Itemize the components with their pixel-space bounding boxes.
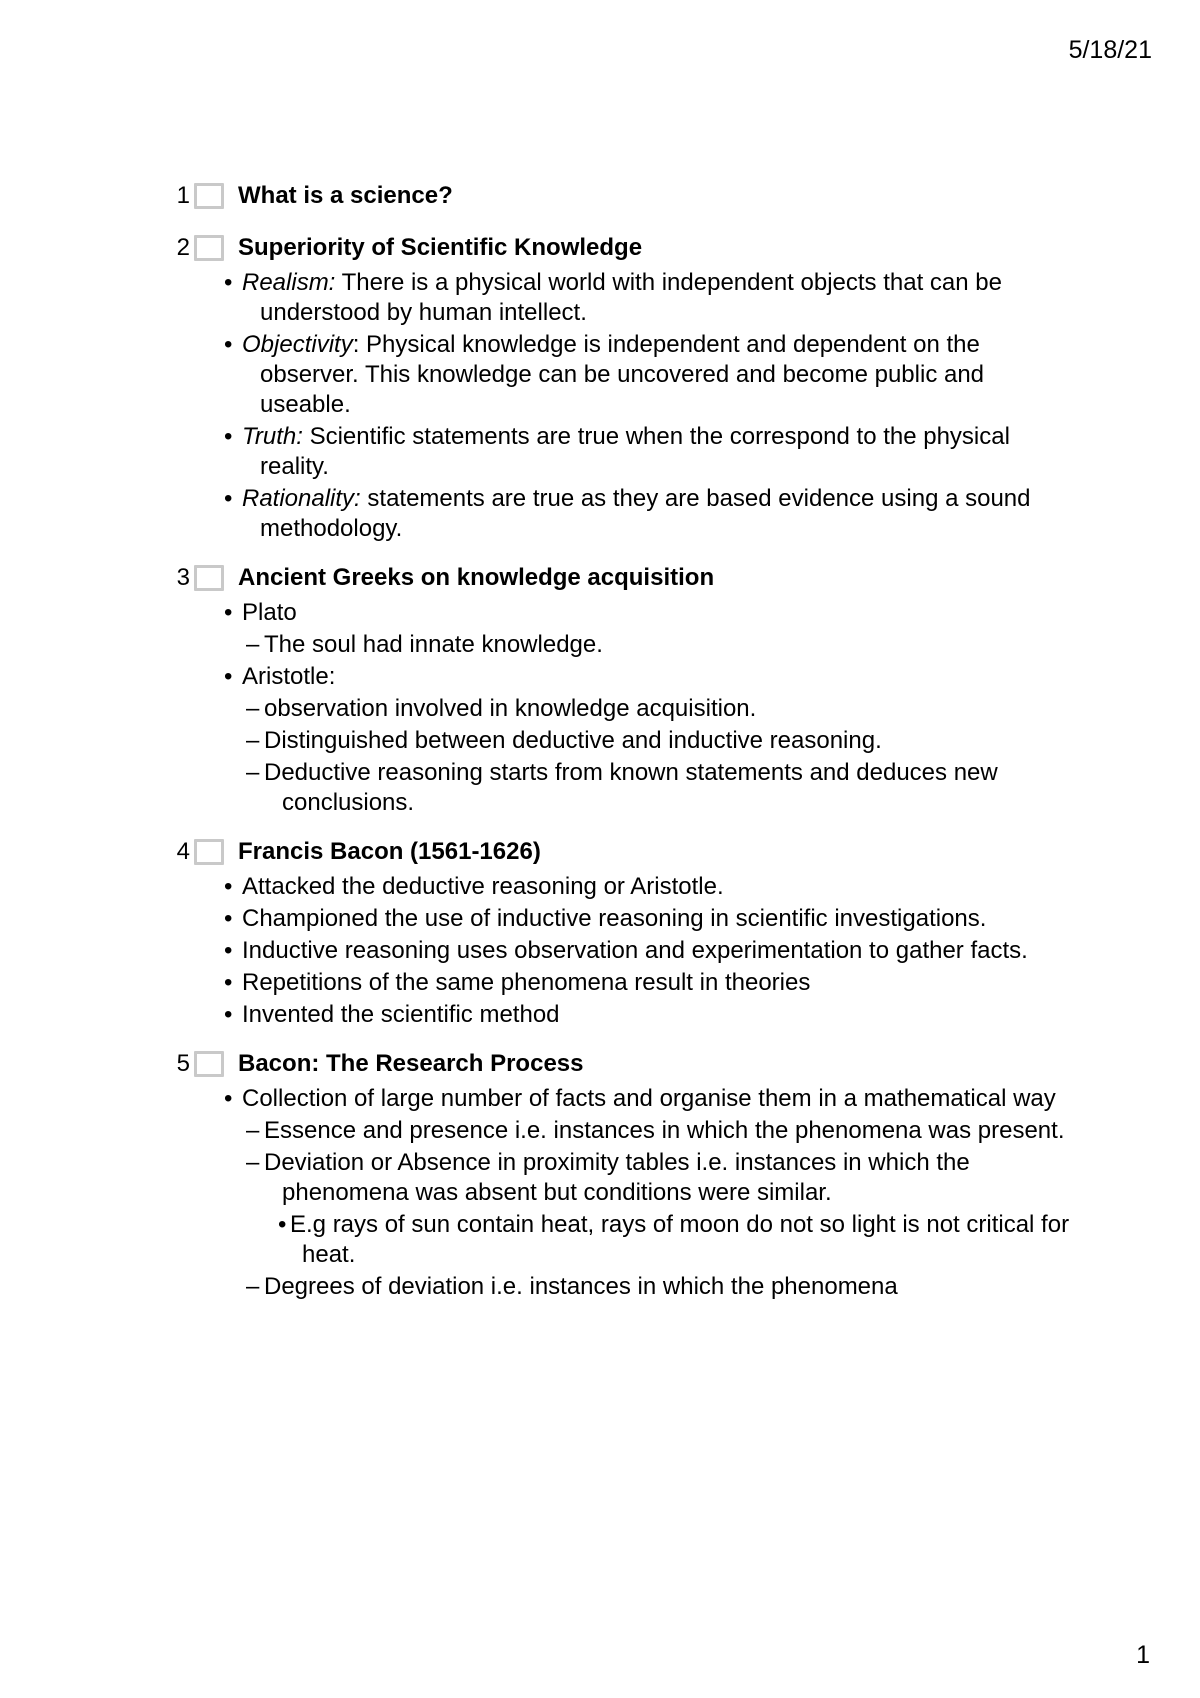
- bullet-text: Attacked the deductive reasoning or Aristotle.: [242, 873, 724, 900]
- bullet-term: Realism:: [242, 269, 336, 296]
- slide-bullet-list: [172, 598, 1072, 818]
- bullet-text: Aristotle:: [242, 663, 336, 690]
- slide-thumbnail-checkbox[interactable]: [194, 183, 224, 209]
- bullet-text: E.g rays of sun contain heat, rays of moon do not so light is not critical for heat.: [290, 1211, 1070, 1268]
- bullet-text: Invented the scientific method: [242, 1001, 560, 1028]
- slide-entry: [172, 834, 1072, 1030]
- bullet-text: The soul had innate knowledge.: [264, 631, 603, 658]
- bullet-text: Distinguished between deductive and inductive reasoning.: [264, 727, 882, 754]
- bullet-text: observation involved in knowledge acquisition.: [264, 695, 757, 722]
- bullet-item: •Plato: [224, 599, 297, 626]
- bullet-item: •Collection of large number of facts and organise them in a mathematical way: [224, 1085, 1056, 1112]
- bullet-text: Deductive reasoning starts from known statements and deduces new conclusions.: [264, 759, 998, 816]
- bullet-text: Inductive reasoning uses observation and experimentation to gather facts.: [242, 937, 1028, 964]
- slide-heading-row: [172, 834, 1072, 870]
- slide-entry: [172, 1046, 1072, 1302]
- bullet-text: There is a physical world with independent objects that can be understood by human intellect.: [260, 269, 1002, 326]
- bullet-term: Objectivity: [242, 331, 353, 358]
- slide-heading-row: [172, 1046, 1072, 1082]
- slide-thumbnail-checkbox[interactable]: [194, 1051, 224, 1077]
- bullet-item: – Deductive reasoning starts from known statements and deduces new conclusions.: [246, 759, 998, 816]
- bullet-text: Collection of large number of facts and organise them in a mathematical way: [242, 1085, 1056, 1112]
- slide-title: Ancient Greeks on knowledge acquisition: [238, 564, 715, 591]
- page-number: 1: [1136, 1641, 1150, 1669]
- slide-thumbnail-checkbox[interactable]: [194, 565, 224, 591]
- bullet-text: Repetitions of the same phenomena result in theories: [242, 969, 811, 996]
- bullet-item: •E.g rays of sun contain heat, rays of moon do not so light is not critical for heat.: [278, 1211, 1070, 1268]
- bullet-item: •Attacked the deductive reasoning or Aristotle.: [224, 873, 724, 900]
- bullet-text: Scientific statements are true when the correspond to the physical reality.: [260, 423, 1010, 480]
- slide-thumbnail-checkbox[interactable]: [194, 839, 224, 865]
- bullet-item: – Degrees of deviation i.e. instances in which the phenomena: [246, 1273, 898, 1300]
- slide-heading-row: [172, 230, 1072, 266]
- bullet-item: – Essence and presence i.e. instances in which the phenomena was present.: [246, 1117, 1065, 1144]
- bullet-text: Degrees of deviation i.e. instances in which the phenomena: [264, 1273, 898, 1300]
- bullet-item: •Aristotle:: [224, 663, 336, 690]
- bullet-item: •Realism: There is a physical world with independent objects that can be understood by human intellect.: [224, 269, 1002, 326]
- slide-number: 1: [176, 182, 190, 209]
- slide-heading-row: [172, 178, 1072, 214]
- bullet-item: •Invented the scientific method: [224, 1001, 560, 1028]
- slide-number: 5: [176, 1050, 190, 1077]
- slide-title: Bacon: The Research Process: [238, 1050, 584, 1077]
- slide-bullet-list: [172, 1084, 1072, 1302]
- bullet-item: •Rationality: statements are true as they are based evidence using a sound methodology.: [224, 485, 1031, 542]
- bullet-term: Truth:: [242, 423, 303, 450]
- bullet-item: •Inductive reasoning uses observation and experimentation to gather facts.: [224, 937, 1028, 964]
- slide-thumbnail-checkbox[interactable]: [194, 235, 224, 261]
- slide-number: 3: [176, 564, 190, 591]
- bullet-item: – The soul had innate knowledge.: [246, 631, 603, 658]
- slide-heading-row: [172, 560, 1072, 596]
- bullet-item: – Deviation or Absence in proximity tables i.e. instances in which the phenomena was absent but conditions were similar.: [246, 1149, 970, 1206]
- slide-bullet-list: [172, 268, 1072, 544]
- bullet-term: Rationality:: [242, 485, 361, 512]
- slide-title: Francis Bacon (1561-1626): [238, 838, 541, 865]
- bullet-item: •Repetitions of the same phenomena result in theories: [224, 969, 811, 996]
- slide-notes-list: [172, 178, 1072, 1318]
- bullet-item: – observation involved in knowledge acquisition.: [246, 695, 757, 722]
- bullet-text: : Physical knowledge is independent and dependent on the observer. This knowledge can be uncovered and become public and useable.: [260, 331, 985, 418]
- bullet-item: •Truth: Scientific statements are true when the correspond to the physical reality.: [224, 423, 1010, 480]
- page-date: 5/18/21: [1068, 36, 1152, 64]
- slide-number: 4: [176, 838, 190, 865]
- slide-title: Superiority of Scientific Knowledge: [238, 234, 643, 261]
- slide-entry: [172, 178, 1072, 214]
- slide-title: What is a science?: [238, 182, 453, 209]
- slide-entry: [172, 230, 1072, 544]
- bullet-text: Plato: [242, 599, 297, 626]
- bullet-text: Deviation or Absence in proximity tables i.e. instances in which the phenomena was absent but conditions were similar.: [264, 1149, 970, 1206]
- bullet-item: – Distinguished between deductive and inductive reasoning.: [246, 727, 882, 754]
- slide-bullet-list: [172, 872, 1072, 1030]
- bullet-item: •Objectivity: Physical knowledge is independent and dependent on the observer. This knowledge can be uncovered and become public and useable.: [224, 331, 985, 418]
- bullet-text: Essence and presence i.e. instances in which the phenomena was present.: [264, 1117, 1065, 1144]
- bullet-text: statements are true as they are based evidence using a sound methodology.: [260, 485, 1031, 542]
- bullet-item: •Championed the use of inductive reasoning in scientific investigations.: [224, 905, 987, 932]
- slide-entry: [172, 560, 1072, 818]
- bullet-text: Championed the use of inductive reasoning in scientific investigations.: [242, 905, 987, 932]
- slide-number: 2: [176, 234, 190, 261]
